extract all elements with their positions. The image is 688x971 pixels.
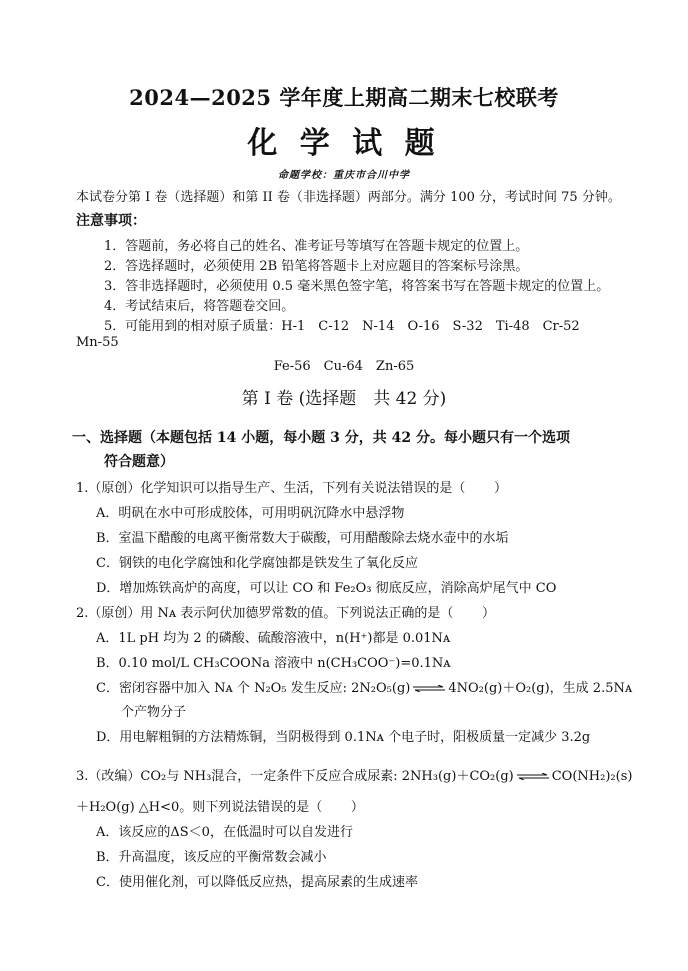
- paren-close: ）: [481, 606, 495, 621]
- option-c-text-start: C．密闭容器中加入 Nᴀ 个 N₂O₅ 发生反应: 2N₂O₅(g): [96, 681, 411, 696]
- notice-item: 5．可能用到的相对原子质量：H-1 C-12 N-14 O-16 S-32 Ti-48 Cr-52: [104, 319, 580, 334]
- question-3-stem: [76, 765, 632, 784]
- question-stem-text-end: CO(NH₂)₂(s): [551, 769, 633, 784]
- notice-item: 2．答选择题时，必须使用 2B 铅笔将答题卡上对应题目的答案标号涂黑。: [104, 259, 529, 274]
- option-a: A．明矾在水中可形成胶体，可用明矾沉降水中悬浮物: [96, 506, 405, 521]
- option-d: D．增加炼铁高炉的高度，可以让 CO 和 Fe₂O₃ 彻底反应，消除高炉尾气中 CO: [96, 581, 557, 596]
- question-2-stem: [76, 602, 495, 621]
- option-c: C．使用催化剂，可以降低反应热，提高尿素的生成速率: [96, 875, 418, 890]
- school-line: 命题学校：重庆市合川中学: [278, 170, 410, 181]
- option-c-cont: 个产物分子: [121, 705, 187, 720]
- notice-item: Mn-55: [76, 335, 119, 350]
- section-heading-cont: 符合题意）: [104, 454, 174, 470]
- question-stem-text: 2.（原创）用 Nᴀ 表示阿伏加德罗常数的值。下列说法正确的是（: [76, 606, 454, 621]
- notice-item: 3．答非选择题时，必须使用 0.5 毫米黑色签字笔，将答案书写在答题卡规定的位置上。: [104, 279, 610, 294]
- notice-item: 1．答题前，务必将自己的姓名、准考证号等填写在答题卡规定的位置上。: [104, 239, 529, 254]
- paren-close: ）: [494, 481, 508, 496]
- question-stem-text: 1.（原创）化学知识可以指导生产、生活，下列有关说法错误的是（: [76, 481, 466, 496]
- subject-title: 化 学 试 题: [247, 126, 441, 161]
- equilibrium-arrow-icon: [516, 773, 550, 780]
- option-c: C．钢铁的电化学腐蚀和化学腐蚀都是铁发生了氧化反应: [96, 556, 418, 571]
- notice-heading: 注意事项：: [76, 213, 146, 229]
- exam-title: 2024—2025 学年度上期高二期末七校联考: [129, 85, 559, 110]
- section-heading: 一、选择题（本题包括 14 小题，每小题 3 分，共 42 分。每小题只有一个选项: [72, 430, 570, 446]
- question-stem-text: 3.（改编）CO₂与 NH₃混合，一定条件下反应合成尿素: 2NH₃(g)＋CO₂(g): [76, 769, 514, 784]
- option-c-text-end: 4NO₂(g)＋O₂(g)，生成 2.5Nᴀ: [448, 681, 633, 696]
- intro-text: 本试卷分第 I 卷（选择题）和第 II 卷（非选择题）两部分。满分 100 分，考试时间 75 分钟。: [76, 190, 621, 205]
- question-3-stem-cont: [76, 796, 364, 815]
- paren-close: ）: [350, 800, 364, 815]
- question-1-stem: [76, 477, 507, 496]
- notice-item: 4．考试结束后，将答题卷交回。: [104, 299, 295, 314]
- option-d: D．用电解粗铜的方法精炼铜，当阴极得到 0.1Nᴀ 个电子时，阳极质量一定减少 3.2g: [96, 730, 591, 745]
- part-title: 第 I 卷 (选择题 共 42 分): [241, 389, 447, 409]
- option-a: A．该反应的ΔS＜0，在低温时可以自发进行: [96, 825, 353, 840]
- option-b: B．室温下醋酸的电离平衡常数大于碳酸，可用醋酸除去烧水壶中的水垢: [96, 531, 509, 546]
- equilibrium-arrow-icon: [412, 685, 446, 692]
- notice-item: Fe-56 Cu-64 Zn-65: [273, 359, 415, 374]
- question-stem-text: ＋H₂O(g) △H<0。则下列说法错误的是（: [76, 800, 323, 815]
- option-b: B．升高温度，该反应的平衡常数会减小: [96, 850, 327, 865]
- option-a: A．1L pH 均为 2 的磷酸、硫酸溶液中，n(H⁺)都是 0.01Nᴀ: [96, 631, 451, 646]
- option-b: B．0.10 mol/L CH₃COONa 溶液中 n(CH₃COO⁻)=0.1Nᴀ: [96, 656, 451, 671]
- option-c: [96, 677, 632, 696]
